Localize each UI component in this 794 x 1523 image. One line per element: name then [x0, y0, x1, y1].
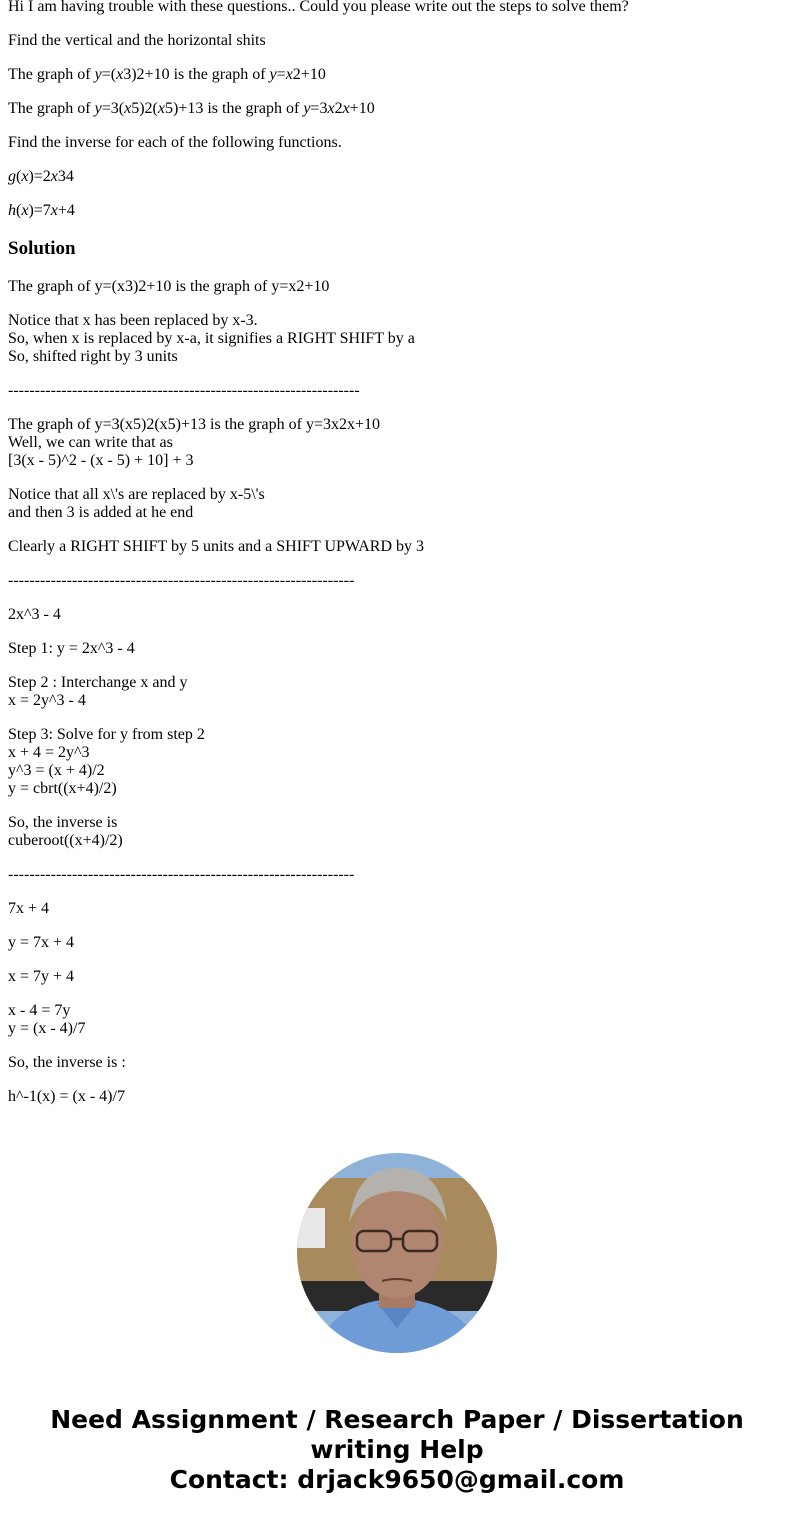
solution-line: x + 4 = 2y^3: [8, 744, 90, 761]
question-line: [8, 66, 786, 84]
solution-line: The graph of y=3(x5)2(x5)+13 is the graph of y=3x2x+10: [8, 416, 381, 433]
solution-line: y^3 = (x + 4)/2: [8, 762, 105, 779]
solution-line: Step 2 : Interchange x and y: [8, 674, 188, 691]
solution-line: So, the inverse is: [8, 814, 118, 831]
question-text-segment: 5)2(: [131, 100, 158, 117]
question-text-segment: y: [94, 66, 102, 83]
solution-line: So, when x is replaced by x-a, it signifies a RIGHT SHIFT by a: [8, 330, 415, 347]
question-text-segment: 2: [334, 100, 343, 117]
solution-line: Notice that x has been replaced by x-3.: [8, 312, 258, 329]
solution-line: y = cbrt((x+4)/2): [8, 780, 117, 797]
solution-paragraph: [8, 1088, 786, 1106]
solution-line: y = (x - 4)/7: [8, 1020, 86, 1037]
question-text-segment: g: [8, 168, 16, 185]
question-text-segment: h: [8, 202, 16, 219]
solution-heading: Solution: [8, 238, 76, 259]
question-text-segment: 3)2+10 is the graph of: [123, 66, 270, 83]
question-text-segment: +4: [57, 202, 75, 219]
solution-paragraph: [8, 934, 786, 952]
solution-paragraph: [8, 900, 786, 918]
solution-line: The graph of y=(x3)2+10 is the graph of y=x2+10: [8, 278, 330, 295]
question-text-segment: y: [269, 66, 277, 83]
question-text-segment: =(: [101, 66, 117, 83]
solution-line: So, the inverse is :: [8, 1054, 126, 1071]
question-text-segment: x: [50, 168, 58, 185]
solution-paragraph: [8, 416, 786, 470]
question-text-segment: x: [50, 202, 58, 219]
solution-line: and then 3 is added at he end: [8, 504, 194, 521]
question-text-segment: (: [16, 168, 22, 185]
question-intro: Hi I am having trouble with these questions.. Could you please write out the steps to solve them?: [8, 0, 629, 15]
question-line: [8, 100, 786, 118]
solution-paragraph: [8, 968, 786, 986]
solution-line: ------------------------------------------------------------------: [8, 382, 360, 399]
solution-paragraph: [8, 814, 786, 850]
tutor-photo-icon: [297, 1153, 497, 1353]
question-text-segment: y: [94, 100, 102, 117]
question-text-segment: x: [157, 100, 165, 117]
question-text-segment: x: [21, 202, 29, 219]
solution-paragraph: [8, 726, 786, 798]
question-text-segment: x: [327, 100, 335, 117]
question-line: [8, 168, 786, 186]
solution-paragraph: [8, 1002, 786, 1038]
question-text-segment: The graph of: [8, 100, 95, 117]
question-line: [8, 134, 786, 152]
solution-line: Step 3: Solve for y from step 2: [8, 726, 205, 743]
solution-line: cuberoot((x+4)/2): [8, 832, 123, 849]
solution-paragraph: [8, 606, 786, 624]
solution-paragraph: [8, 312, 786, 366]
question-text-segment: Find the vertical and the horizontal shits: [8, 32, 266, 49]
tutor-avatar: [297, 1153, 497, 1353]
solution-line: 2x^3 - 4: [8, 606, 61, 623]
question-text-segment: Find the inverse for each of the following functions.: [8, 134, 342, 151]
question-text-segment: x: [21, 168, 29, 185]
question-text-segment: x: [342, 100, 350, 117]
question-text-segment: x: [285, 66, 293, 83]
question-line: [8, 202, 786, 220]
solution-paragraph: [8, 486, 786, 522]
question-text-segment: (: [16, 202, 22, 219]
solution-paragraph: [8, 640, 786, 658]
solution-line: x = 2y^3 - 4: [8, 692, 86, 709]
solution-paragraph: [8, 538, 786, 556]
solution-line: Well, we can write that as: [8, 434, 173, 451]
question-text-segment: 5)+13 is the graph of: [164, 100, 304, 117]
footer-promo-text: Need Assignment / Research Paper / Dissertation writing Help: [50, 1405, 744, 1464]
question-text-segment: y: [303, 100, 311, 117]
question-line: [8, 32, 786, 50]
solution-line: -----------------------------------------------------------------: [8, 572, 355, 589]
solution-line: [3(x - 5)^2 - (x - 5) + 10] + 3: [8, 452, 194, 469]
question-text-segment: =3: [310, 100, 328, 117]
solution-paragraph: [8, 572, 786, 590]
footer-contact-email: Contact: drjack9650@gmail.com: [169, 1465, 625, 1494]
question-text-segment: 34: [57, 168, 74, 185]
footer-contact: [0, 1405, 794, 1495]
question-text-segment: x: [116, 66, 124, 83]
solution-line: Notice that all x\'s are replaced by x-5\'s: [8, 486, 265, 503]
solution-line: Clearly a RIGHT SHIFT by 5 units and a SHIFT UPWARD by 3: [8, 538, 424, 555]
solution-line: x - 4 = 7y: [8, 1002, 71, 1019]
solution-line: 7x + 4: [8, 900, 50, 917]
question-text-segment: =: [276, 66, 286, 83]
solution-line: h^-1(x) = (x - 4)/7: [8, 1088, 125, 1105]
question-text-segment: )=2: [28, 168, 51, 185]
solution-paragraph: [8, 1054, 786, 1072]
question-text-segment: x: [124, 100, 132, 117]
question-text-segment: 2+10: [292, 66, 326, 83]
solution-paragraph: [8, 674, 786, 710]
solution-line: x = 7y + 4: [8, 968, 75, 985]
question-text-segment: +10: [349, 100, 375, 117]
solution-line: -----------------------------------------------------------------: [8, 866, 355, 883]
solution-paragraph: [8, 866, 786, 884]
solution-line: Step 1: y = 2x^3 - 4: [8, 640, 135, 657]
solution-paragraph: [8, 382, 786, 400]
question-text-segment: The graph of: [8, 66, 95, 83]
solution-paragraph: [8, 278, 786, 296]
question-lines: [8, 32, 786, 220]
solution-line: So, shifted right by 3 units: [8, 348, 178, 365]
solution-body: [8, 278, 786, 1106]
solution-line: y = 7x + 4: [8, 934, 75, 951]
question-text-segment: )=7: [28, 202, 51, 219]
question-text-segment: =3(: [101, 100, 125, 117]
